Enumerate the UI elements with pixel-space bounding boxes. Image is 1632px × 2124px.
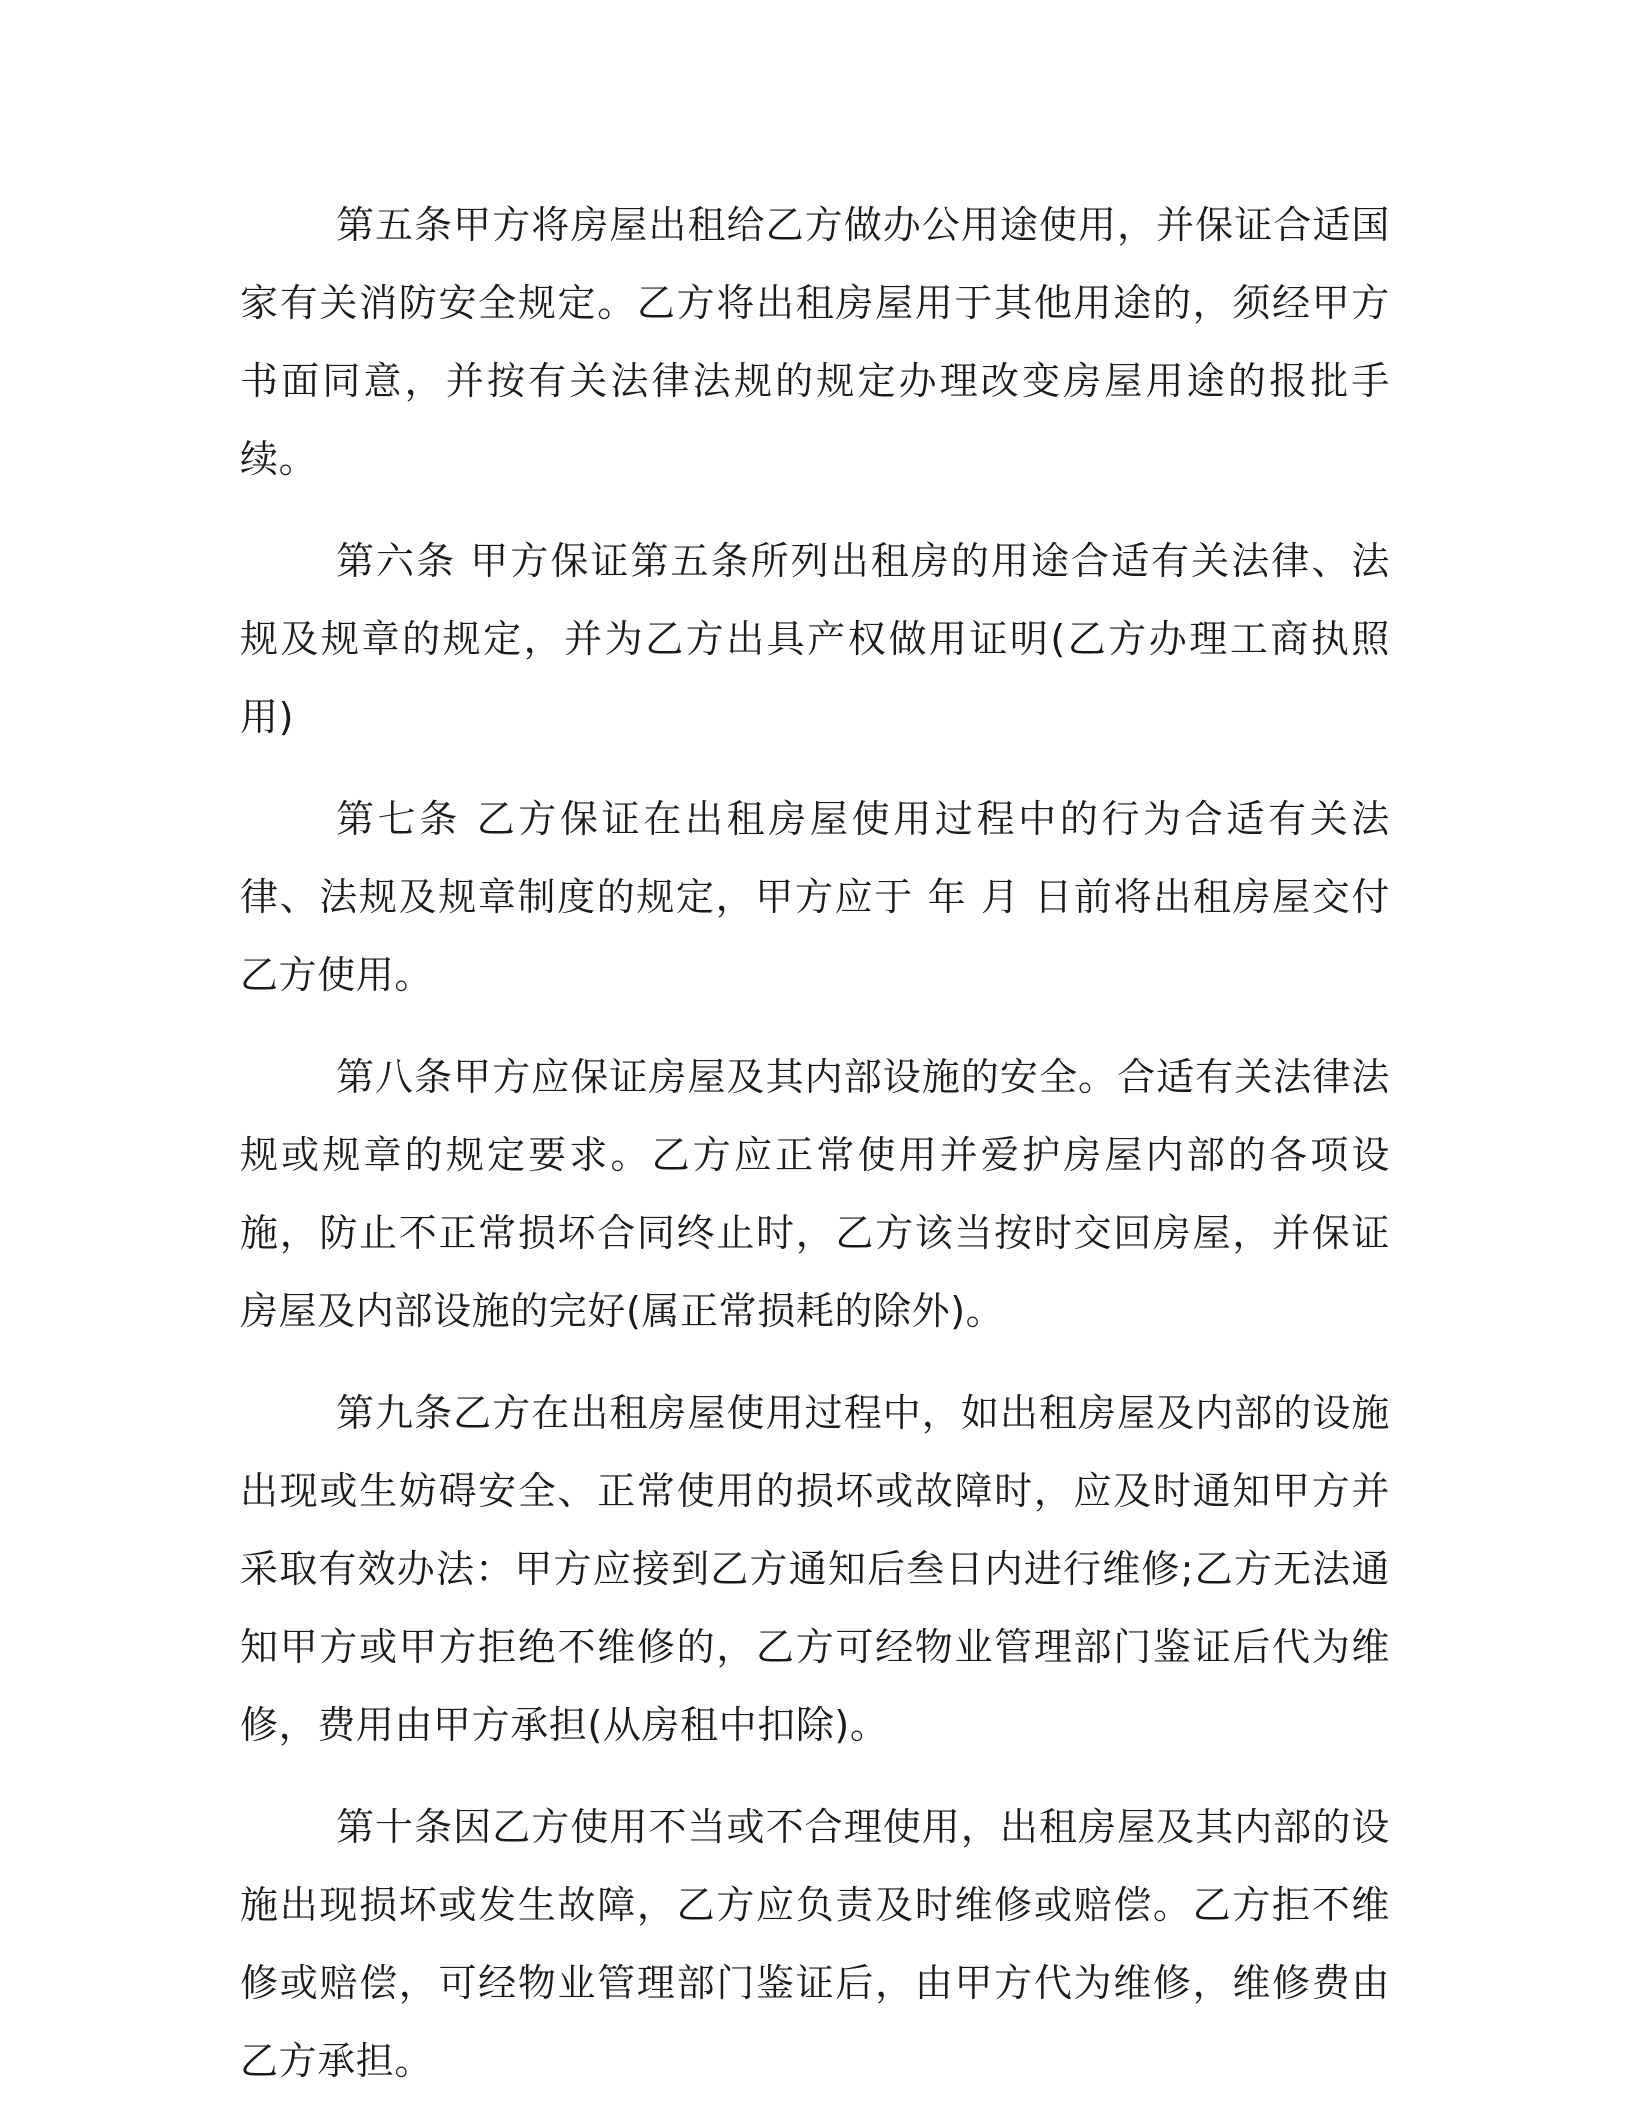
clause-article-9: 第九条乙方在出租房屋使用过程中，如出租房屋及内部的设施出现或生妨碍安全、正常使用的损坏或故障时，应及时通知甲方并采取有效办法：甲方应接到乙方通知后叁日内进行维修;乙方无法通知甲方或甲方拒绝不维修的，乙方可经物业管理部门鉴证后代为维修，费用由甲方承担(从房租中扣除)。	[240, 1391, 1390, 1747]
clause-article-5: 第五条甲方将房屋出租给乙方做办公用途使用，并保证合适国家有关消防安全规定。乙方将出租房屋用于其他用途的，须经甲方书面同意，并按有关法律法规的规定办理改变房屋用途的报批手续。	[240, 203, 1390, 481]
clause-article-10: 第十条因乙方使用不当或不合理使用，出租房屋及其内部的设施出现损坏或发生故障，乙方应负责及时维修或赔偿。乙方拒不维修或赔偿，可经物业管理部门鉴证后，由甲方代为维修，维修费由乙方承担。	[240, 1805, 1390, 2083]
clause-article-6: 第六条 甲方保证第五条所列出租房的用途合适有关法律、法规及规章的规定，并为乙方出具产权做用证明(乙方办理工商执照用)	[240, 539, 1390, 739]
document-body	[240, 186, 1390, 2124]
clause-article-8: 第八条甲方应保证房屋及其内部设施的安全。合适有关法律法规或规章的规定要求。乙方应正常使用并爱护房屋内部的各项设施，防止不正常损坏合同终止时，乙方该当按时交回房屋，并保证房屋及内部设施的完好(属正常损耗的除外)。	[240, 1055, 1390, 1333]
clause-article-7: 第七条 乙方保证在出租房屋使用过程中的行为合适有关法律、法规及规章制度的规定，甲方应于 年 月 日前将出租房屋交付乙方使用。	[240, 797, 1390, 997]
